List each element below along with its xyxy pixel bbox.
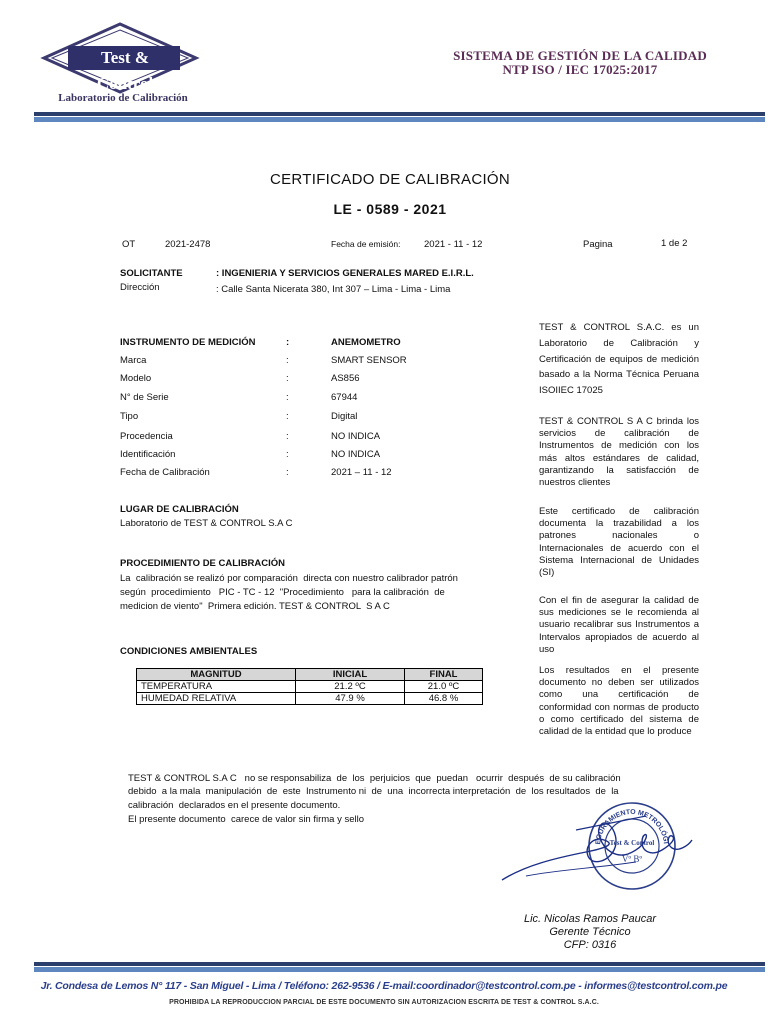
procedencia-value: NO INDICA [331,431,381,442]
seal-ring-text: EGURAMIENTO METROLÓGI [594,808,669,845]
fecha-calibracion-label: Fecha de Calibración [120,467,210,478]
procedimiento-line1: La calibración se realizó por comparación directa con nuestro calibrador patrón [120,573,458,584]
condiciones-heading: CONDICIONES AMBIENTALES [120,646,258,657]
right-column-p4: Con el fin de asegurar la calidad de sus mediciones se le recomienda al usuario recalibrar sus Instrumentos a Intervalos apropiados de acuerdo al uso [539,595,699,655]
tipo-label: Tipo [120,411,139,422]
right-column-p3: Este certificado de calibración documenta la trazabilidad a los patrones nacionales o Internacionales de acuerdo con el Sistema Internacional de Unidades (SI) [539,506,699,579]
identificacion-label: Identificación [120,449,176,460]
lugar-text: Laboratorio de TEST & CONTROL S.A C [120,518,293,529]
header-band [34,112,765,116]
col-final: FINAL [405,669,483,681]
cell-inicial: 21.2 ºC [296,681,405,693]
modelo-label: Modelo [120,373,152,384]
tipo-value: Digital [331,411,358,422]
handwritten-signature [496,810,696,896]
procedimiento-heading: PROCEDIMIENTO DE CALIBRACIÓN [120,558,286,569]
serie-label: N° de Serie [120,392,169,403]
fecha-label: Fecha de emisión: [331,239,401,249]
right-column-p5: Los resultados en el presente documento no deben ser utilizados como una certificación de conformidad con normas de producto o como certificado del sistema de calidad de la entidad que lo produce [539,665,699,738]
table-row [137,681,483,693]
instrument-colon: : [286,337,290,348]
company-logo [38,18,203,108]
direccion-label: Dirección [120,282,160,293]
cell-final: 21.0 ºC [405,681,483,693]
identificacion-value: NO INDICA [331,449,381,460]
tipo-colon: : [286,411,289,422]
system-title: SISTEMA DE GESTIÓN DE LA CALIDAD [453,48,707,63]
signer-name: Lic. Nicolas Ramos Paucar [523,913,657,925]
signer-role: Gerente Técnico [549,926,631,938]
cell-magnitud: TEMPERATURA [137,681,296,693]
cell-inicial: 47.9 % [296,693,405,705]
table-header-row [137,669,483,681]
marca-label: Marca [120,355,147,366]
identificacion-colon: : [286,449,289,460]
disclaimer-line3: calibración declarados en el presente documento. [128,800,341,811]
disclaimer-line4: El presente documento carece de valor sin firma y sello [128,814,365,825]
pagina-value: 1 de 2 [661,238,688,249]
right-column-p2: TEST & CONTROL S A C brinda los servicios de calibración de Instrumentos de medición con los más altos estándares de calidad, garantizando la satisfacción de nuestros clientes [539,416,699,489]
ot-value: 2021-2478 [165,239,211,250]
solicitante-value: : INGENIERIA Y SERVICIOS GENERALES MARED E.I.R.L. [216,268,474,279]
lab-name: Laboratorio de Calibración [58,92,188,104]
fecha-calibracion-value: 2021 – 11 - 12 [331,467,392,478]
footer-address: Jr. Condesa de Lemos N° 117 - San Miguel - Lima / Teléfono: 262-9536 / E-mail:coordinador@testcontrol.com.pe - informes@testcontrol.com.pe [40,980,728,992]
instrument-label: INSTRUMENTO DE MEDICIÓN [120,337,256,348]
procedimiento-line2: según procedimiento PIC - TC - 12 "Procedimiento para la calibración de [120,587,445,598]
footer-band-light [34,967,765,972]
footer-band [34,962,765,966]
modelo-value: AS856 [331,373,360,384]
ot-label: OT [122,239,136,250]
disclaimer-line2: debido a la mala manipulación de este Instrumento ni de una incorrecta interpretación de los resultados de la [128,786,619,797]
logo-text: Test & Control [96,48,154,93]
lugar-heading: LUGAR DE CALIBRACIÓN [120,504,239,515]
col-inicial: INICIAL [296,669,405,681]
certificate-title: CERTIFICADO DE CALIBRACIÓN [269,171,511,188]
fecha-value: 2021 - 11 - 12 [424,239,483,250]
procedencia-colon: : [286,431,289,442]
conditions-table [136,668,483,705]
marca-value: SMART SENSOR [331,355,407,366]
right-column-p1: TEST & CONTROL S.A.C. es un Laboratorio de Calibración y Certificación de equipos de medición basado a la Norma Técnica Peruana ISOIIEC 17025 [539,322,699,397]
standard-title: NTP ISO / IEC 17025:2017 [502,62,658,77]
modelo-colon: : [286,373,289,384]
direccion-value: : Calle Santa Nicerata 380, Int 307 – Lima - Lima - Lima [216,284,451,295]
header-band-light [34,117,765,122]
certificate-code: LE - 0589 - 2021 [333,201,447,217]
cell-final: 46.8 % [405,693,483,705]
table-row [137,693,483,705]
serie-colon: : [286,392,289,403]
footer-notice: PROHIBIDA LA REPRODUCCION PARCIAL DE ESTE DOCUMENTO SIN AUTORIZACION ESCRITA DE TEST & CONTROL S.A.C. [169,999,599,1006]
pagina-label: Pagina [583,239,613,250]
disclaimer-line1: TEST & CONTROL S.A C no se responsabiliza de los perjuicios que puedan ocurrir después de su calibración [128,773,621,784]
seal-vobo-text: Vº Bº [621,854,643,864]
cell-magnitud: HUMEDAD RELATIVA [137,693,296,705]
procedimiento-line3: medicion de viento" Primera edición. TEST & CONTROL S A C [120,601,390,612]
solicitante-label: SOLICITANTE [120,268,183,279]
marca-colon: : [286,355,289,366]
procedencia-label: Procedencia [120,431,173,442]
signer-cfp: CFP: 0316 [563,939,617,951]
serie-value: 67944 [331,392,358,403]
instrument-value: ANEMOMETRO [331,337,401,348]
fecha-calibracion-colon: : [286,467,289,478]
seal-center-text: Test & Control [609,839,655,847]
col-magnitud: MAGNITUD [137,669,296,681]
